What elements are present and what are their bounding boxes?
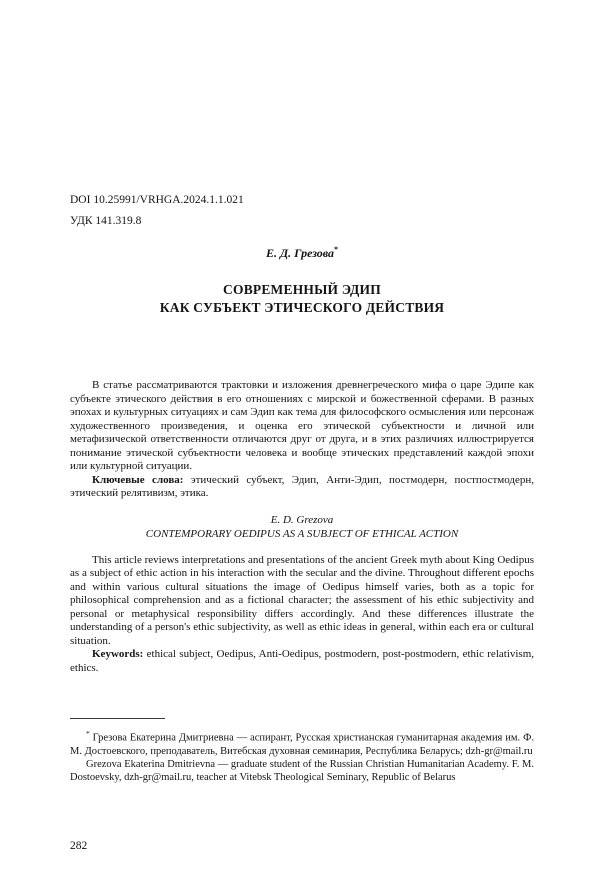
paper-title-ru-line1: СОВРЕМЕННЫЙ ЭДИП: [223, 282, 381, 297]
udc-line: УДК 141.319.8: [70, 215, 142, 227]
footnote-ru: [70, 727, 534, 758]
keywords-en-label: Keywords:: [92, 648, 144, 660]
paper-title-ru-line2: КАК СУБЪЕКТ ЭТИЧЕСКОГО ДЕЙСТВИЯ: [159, 300, 445, 315]
author-footnote-marker: *: [334, 245, 339, 254]
paper-title-en: CONTEMPORARY OEDIPUS AS A SUBJECT OF ETHICAL ACTION: [145, 527, 459, 540]
author-ru: [70, 242, 534, 261]
keywords-en-text: ethical subject, Oedipus, Anti-Oedipus, postmodern, post-postmodern, ethic relativism, ethics.: [70, 648, 535, 674]
footnote-en: Grezova Ekaterina Dmitrievna — graduate student of the Russian Christian Humanitarian Academy. F. M. Dostoevsky, dzh-gr@mail.ru, teacher at Vitebsk Theological Seminary, Republic of Belarus: [70, 758, 534, 783]
footnote-separator: [70, 718, 165, 719]
footnote-ru-text: Грезова Екатерина Дмитриевна — аспирант, Русская христианская гуманитарная академия им. Ф. М. Достоевского, преподаватель, Витебская духовная семинария, Республика Беларусь; dzh-gr@mail.ru: [70, 732, 535, 757]
paper-title-ru: [70, 281, 534, 317]
abstract-ru: В статье рассматриваются трактовки и изложения древнегреческого мифа о царе Эдипе как субъекте этического действия в его отношениях с мирской и божественной сферами. В разных эпохах и культурных ситуациях и сам Эдип как тема для философского осмысления или персонаж художественного произведения, и оценка его этической субъектности и личной или метафизической ответственности отличаются друг от друга, и в этих различиях иллюстрируется понимание этической субъектности человека и вообще этических представлений каждой эпохи или культурной ситуации.: [70, 379, 534, 472]
doi-line: DOI 10.25991/VRHGA.2024.1.1.021: [70, 194, 244, 206]
keywords-en: [70, 648, 534, 675]
footnote-block: [70, 718, 534, 784]
abstract-en: This article reviews interpretations and presentations of the ancient Greek myth about King Oedipus as a subject of ethic action in his interaction with the secular and the divine. Throughout different epochs and within various cultural situations the image of Oedipus himself varies, both as a topic for philosophical comprehension and as a fictional character; the assessment of his ethic subjectivity and personal or metaphysical responsibility differs accordingly. And these differences illustrate the understanding of a person's ethic subjectivity, as well as ethic ideas in general, within each era or cultural situation.: [70, 553, 534, 647]
page-number: 282: [70, 840, 88, 852]
author-ru-name: Е. Д. Грезова: [265, 246, 335, 260]
keywords-ru: [70, 474, 534, 501]
keywords-ru-text: этический субъект, Эдип, Анти-Эдип, постмодерн, постпостмодерн, этический релятивизм, этика.: [70, 473, 535, 499]
footnote-marker: *: [86, 729, 90, 738]
author-en: E. D. Grezova: [270, 513, 334, 526]
keywords-ru-label: Ключевые слова:: [92, 473, 184, 486]
